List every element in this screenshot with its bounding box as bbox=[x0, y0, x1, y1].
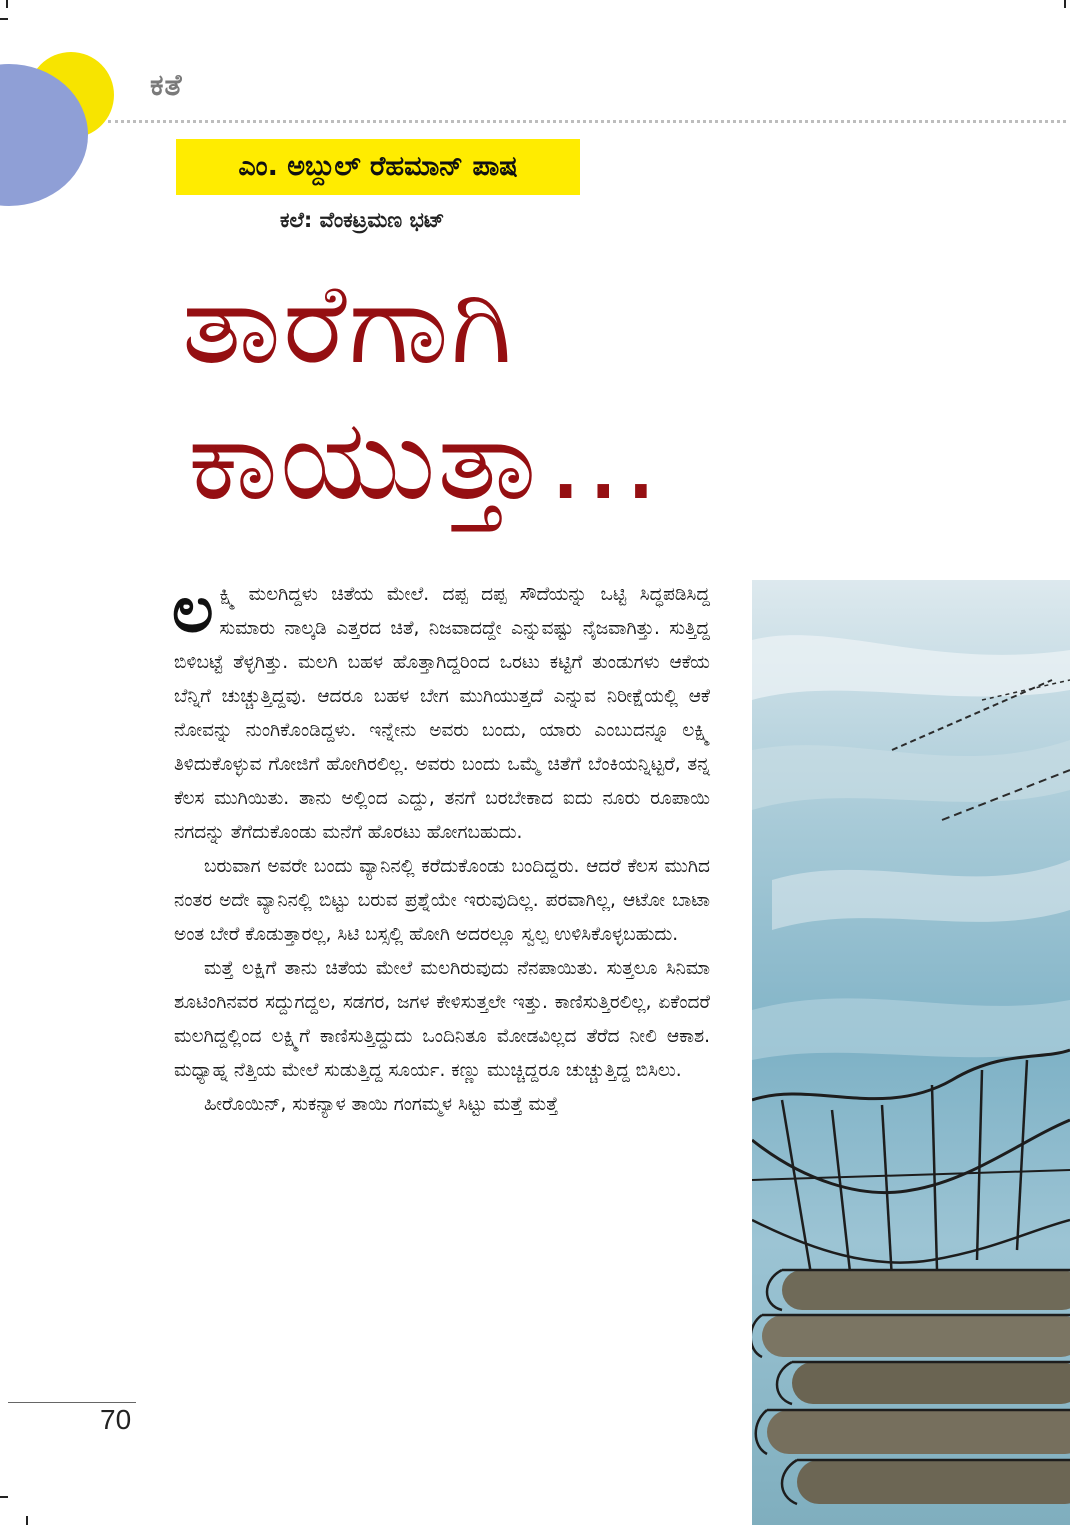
title-line-2: ಕಾಯುತ್ತಾ... bbox=[188, 395, 661, 525]
crop-mark bbox=[6, 0, 8, 8]
title-line-1: ತಾರೆಗಾಗಿ bbox=[182, 259, 515, 389]
crop-mark bbox=[0, 18, 8, 20]
paragraph: ಹೀರೊಯಿನ್, ಸುಕನ್ಯಾಳ ತಾಯಿ ಗಂಗಮ್ಮಳ ಸಿಟ್ಟು ಮತ್ತೆ ಮತ್ತೆ bbox=[204, 1094, 559, 1115]
crop-mark bbox=[0, 1496, 8, 1498]
story-body bbox=[172, 573, 710, 1122]
crop-mark bbox=[1064, 0, 1066, 8]
story-title bbox=[182, 256, 862, 528]
crop-mark bbox=[26, 1516, 28, 1525]
story-illustration bbox=[752, 580, 1070, 1525]
paragraph: ಮತ್ತೆ ಲಕ್ಷಿಗೆ ತಾನು ಚಿತೆಯ ಮೇಲೆ ಮಲಗಿರುವುದು ನೆನಪಾಯಿತು. ಸುತ್ತಲೂ ಸಿನಿಮಾ ಶೂಟಿಂಗಿನವರ ಸದ್ದುಗದ್ದಲ, ಸಡಗರ, ಜಗಳ ಕೇಳಿಸುತ್ತಲೇ ಇತ್ತು. ಕಾಣಿಸುತ್ತಿರಲಿಲ್ಲ, ಏಕೆಂದರೆ ಮಲಗಿದ್ದಲ್ಲಿಂದ ಲಕ್ಷ್ಮಿಗೆ ಕಾಣಿಸುತ್ತಿದ್ದುದು ಒಂದಿನಿತೂ ಮೋಡವಿಲ್ಲದ ತೆರೆದ ನೀಲಿ ಆಕಾಶ. ಮಧ್ಯಾಹ್ನ ನೆತ್ತಿಯ ಮೇಲೆ ಸುಡುತ್ತಿದ್ದ ಸೂರ್ಯ. ಕಣ್ಣು ಮುಚ್ಚಿದ್ದರೂ ಚುಚ್ಚುತ್ತಿದ್ದ ಬಿಸಿಲು. bbox=[174, 958, 710, 1081]
author-name: ಎಂ. ಅಬ್ದುಲ್ ರೆಹಮಾನ್ ಪಾಷ bbox=[238, 151, 518, 182]
paragraph: ಬರುವಾಗ ಅವರೇ ಬಂದು ವ್ಯಾನಿನಲ್ಲಿ ಕರೆದುಕೊಂಡು ಬಂದಿದ್ದರು. ಆದರೆ ಕೆಲಸ ಮುಗಿದ ನಂತರ ಅದೇ ವ್ಯಾನಿನಲ್ಲಿ ಬಿಟ್ಟು ಬರುವ ಪ್ರಶ್ನೆಯೇ ಇರುವುದಿಲ್ಲ. ಪರವಾಗಿಲ್ಲ, ಆಟೋ ಬಾಟಾ ಅಂತ ಬೇರೆ ಕೊಡುತ್ತಾರಲ್ಲ, ಸಿಟಿ ಬಸ್ಸಲ್ಲಿ ಹೋಗಿ ಅದರಲ್ಲೂ ಸ್ವಲ್ಪ ಉಳಿಸಿಕೊಳ್ಳಬಹುದು. bbox=[174, 856, 710, 945]
paragraph bbox=[172, 573, 710, 850]
dotted-divider bbox=[108, 120, 1066, 123]
section-label: ಕತೆ bbox=[150, 68, 183, 103]
paragraph-text: ಕ್ಷ್ಮಿ ಮಲಗಿದ್ದಳು ಚಿತೆಯ ಮೇಲೆ. ದಪ್ಪ ದಪ್ಪ ಸೌದೆಯನ್ನು ಒಟ್ಟಿ ಸಿದ್ಧಪಡಿಸಿದ್ದ ಸುಮಾರು ನಾಲ್ಕಡಿ ಎತ್ತರದ ಚಿತೆ, ನಿಜವಾದದ್ದೇ ಎನ್ನುವಷ್ಟು ನೈಜವಾಗಿತ್ತು. ಸುತ್ತಿದ್ದ ಬಿಳಿಬಟ್ಟೆ ತೆಳ್ಳಗಿತ್ತು. ಮಲಗಿ ಬಹಳ ಹೊತ್ತಾಗಿದ್ದರಿಂದ ಒರಟು ಕಟ್ಟಿಗೆ ತುಂಡುಗಳು ಆಕೆಯ ಬೆನ್ನಿಗೆ ಚುಚ್ಚುತ್ತಿದ್ದವು. ಆದರೂ ಬಹಳ ಬೇಗ ಮುಗಿಯುತ್ತದೆ ಎನ್ನುವ ನಿರೀಕ್ಷೆಯಲ್ಲಿ ಆಕೆ ನೋವನ್ನು ನುಂಗಿಕೊಂಡಿದ್ದಳು. ಇನ್ನೇನು ಅವರು ಬಂದು, ಯಾರು ಎಂಬುದನ್ನೂ ಲಕ್ಷ್ಮಿ ತಿಳಿದುಕೊಳ್ಳುವ ಗೋಜಿಗೆ ಹೋಗಿರಲಿಲ್ಲ. ಅವರು ಬಂದು ಒಮ್ಮೆ ಚಿತೆಗೆ ಬೆಂಕಿಯನ್ನಿಟ್ಟರೆ, ತನ್ನ ಕೆಲಸ ಮುಗಿಯಿತು. ತಾನು ಅಲ್ಲಿಂದ ಎದ್ದು, ತನಗೆ ಬರಬೇಕಾದ ಐದು ನೂರು ರೂಪಾಯಿ ನಗದನ್ನು ತೆಗೆದುಕೊಂಡು ಮನೆಗೆ ಹೊರಟು ಹೋಗಬಹುದು. bbox=[174, 584, 710, 843]
author-banner bbox=[176, 139, 580, 195]
illustrator-credit: ಕಲೆ: ವೆಂಕಟ್ರಮಣ ಭಟ್ bbox=[280, 208, 445, 232]
page-number: 70 bbox=[100, 1404, 132, 1435]
footer-rule bbox=[8, 1402, 136, 1403]
drop-cap: ಲ bbox=[172, 573, 214, 647]
